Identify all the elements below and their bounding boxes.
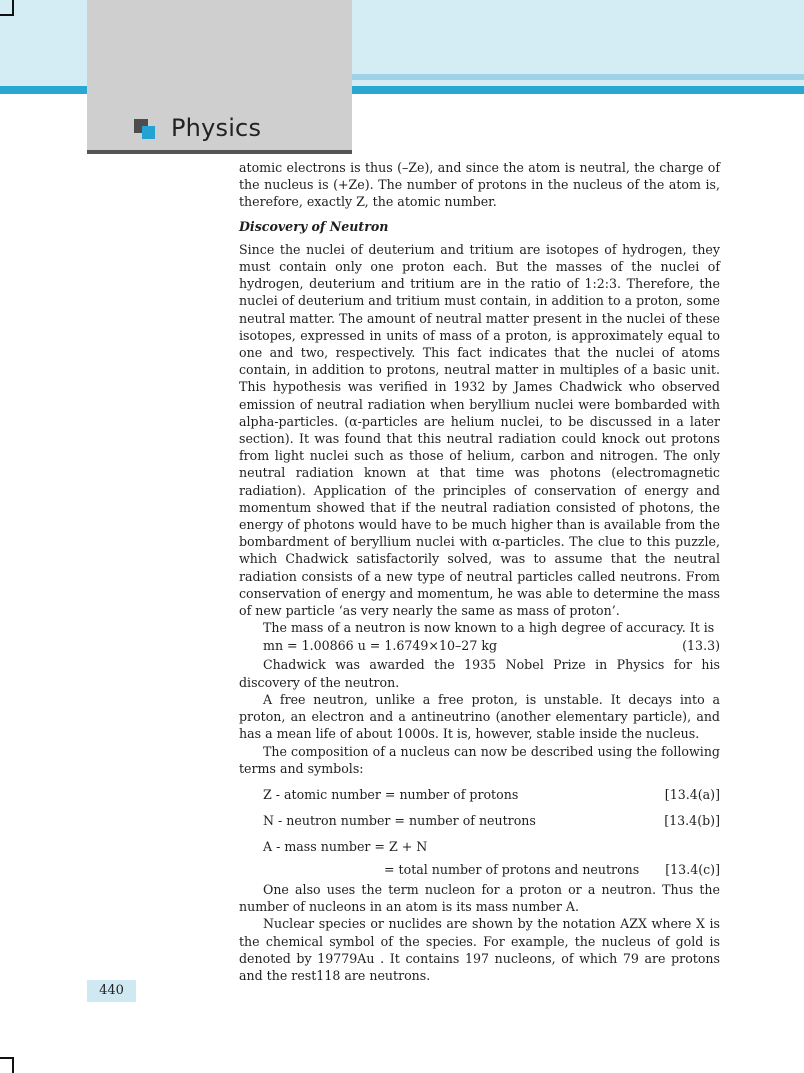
definition-atomic-number [239, 783, 720, 809]
definition-neutron-number [239, 809, 720, 835]
paragraph: Chadwick was awarded the 1935 Nobel Prize in Physics for his discovery of the neutron. [239, 657, 720, 690]
section-title: Physics [171, 114, 262, 142]
paragraph: Since the nuclei of deuterium and tritium are isotopes of hydrogen, they must contain only one proton each. But the masses of the nuclei of hydrogen, deuterium and tritium are in the ratio of 1:2:3. Therefore, the nuclei of deuterium and tritium must contain, in addition to a proton, some neutral matter. The amount of neutral matter present in the nuclei of these isotopes, expressed in units of mass of a proton, is approximately equal to one and two, respectively. This fact indicates that the nuclei of atoms contain, in addition to protons, neutral matter in multiples of a basic unit. This hypothesis was verified in 1932 by James Chadwick who observed emission of neutral radiation when beryllium nuclei were bombarded with alpha-particles. (α-particles are helium nuclei, to be discussed in a later section). It was found that this neutral radiation could knock out protons from light nuclei such as those of helium, carbon and nitrogen. The only neutral radiation known at that time was photons (electromagnetic radiation). Application of the principles of conservation of energy and momentum showed that if the neutral radiation consisted of photons, the energy of photons would have to be much higher than is available from the bombardment of beryllium nuclei with α-particles. The clue to this puzzle, which Chadwick satisfactorily solved, was to assume that the neutral radiation consists of a new type of neutral particles called neutrons. From conservation of energy and momentum, he was able to determine the mass of new particle ‘as very nearly the same as mass of proton’. [239, 241, 720, 619]
subheading: Discovery of Neutron [239, 218, 389, 234]
equation-number: [13.4(a)] [664, 786, 720, 802]
paragraph: One also uses the term nucleon for a proton or a neutron. Thus the number of nucleons in an atom is its mass number A. [239, 881, 720, 915]
body-text [239, 159, 720, 984]
paragraph: A free neutron, unlike a free proton, is unstable. It decays into a proton, an electron and a antineutrino (another elementary particle), and has a mean life of about 1000s. It is, however, stable inside the nucleus. [239, 691, 720, 742]
equation-number: [13.4(c)] [665, 861, 720, 877]
definition-text: Z - atomic number = number of protons [263, 786, 519, 802]
page-number: 440 [87, 980, 136, 1002]
logo-square-blue-icon [142, 126, 155, 139]
paragraph: Nuclear species or nuclides are shown by the notation AZX where X is the chemical symbol of the species. For example, the nucleus of gold is denoted by 19779Au . It contains 197 nucleons, of which 79 are protons and the rest118 are neutrons. [239, 916, 720, 983]
definition-text: N - neutron number = number of neutrons [263, 812, 536, 828]
paragraph: atomic electrons is thus (–Ze), and since the atom is neutral, the charge of the nucleus is (+Ze). The number of protons in the nucleus of the atom is, therefore, exactly Z, the atomic number. [239, 160, 720, 210]
paragraph: The composition of a nucleus can now be described using the following terms and symbols: [239, 743, 720, 776]
equation-13-3 [239, 636, 720, 656]
paragraph: The mass of a neutron is now known to a high degree of accuracy. It is [263, 620, 715, 636]
crop-mark-top-left [0, 0, 14, 16]
equation-expression: mn = 1.00866 u = 1.6749×10–27 kg [263, 638, 498, 654]
equation-number: (13.3) [682, 638, 720, 654]
header-accent-stripe [352, 74, 804, 80]
definition-mass-number [239, 835, 720, 861]
definition-text: A - mass number = Z + N [263, 838, 428, 854]
definition-mass-number-continued [239, 861, 720, 881]
definition-text: = total number of protons and neutrons [384, 861, 640, 877]
chapter-tab-underline [87, 150, 352, 154]
equation-number: [13.4(b)] [664, 812, 720, 828]
